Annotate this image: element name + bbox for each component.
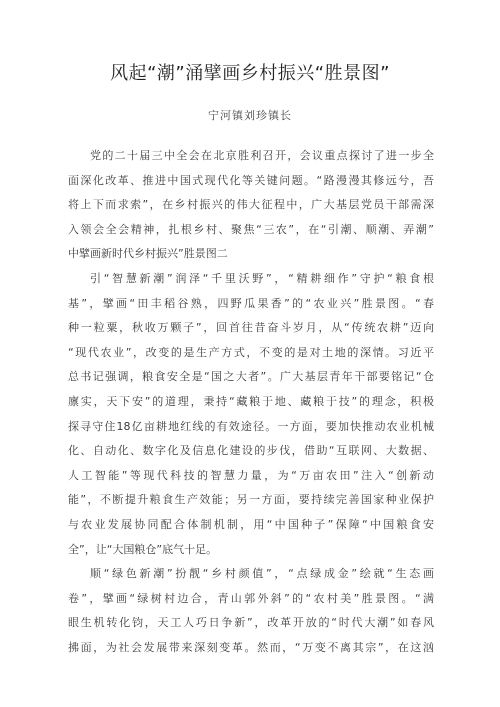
paragraph-1-line-4: 入领会全会精神，扎根乡村、聚焦“三农”，在“引潮、顺潮、弄潮” xyxy=(68,222,434,236)
paragraph-1-line-3: 将上下而求索”，在乡村振兴的伟大征程中，广大基层党员干部需深 xyxy=(68,198,434,212)
paragraph-1-line-1: 党的二十届三中全会在北京胜利召开，会议重点探讨了进一步全 xyxy=(90,149,434,162)
paragraph-2-line-6: 廪实，天下安”的道理，秉持“藏粮于地、藏粮于技”的理念，积极 xyxy=(68,394,434,408)
paragraph-3-line-4: 拂面，为社会发展带来深刻变革。然而，“万变不离其宗”，在这汹 xyxy=(68,640,434,654)
paragraph-3-line-2: 卷”，擘画“绿树村边合，青山郭外斜”的“农村美”胜景图。“满 xyxy=(68,591,434,605)
document-author: 宁河镇刘珍镇长 xyxy=(208,109,292,122)
document-body xyxy=(68,144,434,660)
paragraph-2-line-7: 探寻守住18亿亩耕地红线的有效途径。一方面，要加快推动农业机械 xyxy=(68,419,434,433)
paragraph-2-line-4: “现代农业”，改变的是生产方式，不变的是对土地的深情。习近平 xyxy=(68,345,434,359)
paragraph-2-line-3: 种一粒粟，秋收万颗子”，回首往昔奋斗岁月，从“传统农耕”迈向 xyxy=(68,321,434,335)
paragraph-2-line-11: 与农业发展协同配合体制机制，用“中国种子”保障“中国粮食安 xyxy=(68,517,434,531)
paragraph-3-line-1: 顺“绿色新潮”扮靓“乡村颜值”，“点绿成金”绘就“生态画 xyxy=(90,567,434,581)
paragraph-2-line-12: 全”，让“大国粮仓”底气十足。 xyxy=(68,542,218,556)
paragraph-2-line-10: 能”，不断提升粮食生产效能；另一方面，要持续完善国家种业保护 xyxy=(68,493,434,507)
paragraph-2-line-5: 总书记强调，粮食安全是“国之大者”。广大基层青年干部要铭记“仓 xyxy=(68,370,434,384)
paragraph-2-line-1: 引“智慧新潮”润泽“千里沃野”，“精耕细作”守护“粮食根 xyxy=(90,271,434,285)
paragraph-2-line-8: 化、自动化、数字化及信息化建设的步伐，借助“互联网、大数据、 xyxy=(68,444,434,458)
document-title: 风起“潮”涌擘画乡村振兴“胜景图” xyxy=(110,63,390,84)
paragraph-1-line-5: 中擘画新时代乡村振兴”胜景图二 xyxy=(68,247,228,261)
paragraph-2-line-9: 人工智能”等现代科技的智慧力量，为“万亩农田”注入“创新动 xyxy=(68,468,434,482)
paragraph-1-line-2: 面深化改革、推进中国式现代化等关键问题。“路漫漫其修远兮，吾 xyxy=(68,173,434,187)
paragraph-2-line-2: 基”，擘画“田丰稻谷熟，四野瓜果香”的“农业兴”胜景图。“春 xyxy=(68,296,434,310)
paragraph-3-line-3: 眼生机转化钧，天工人巧日争新”，改革开放的“时代大潮”如春风 xyxy=(68,616,434,630)
